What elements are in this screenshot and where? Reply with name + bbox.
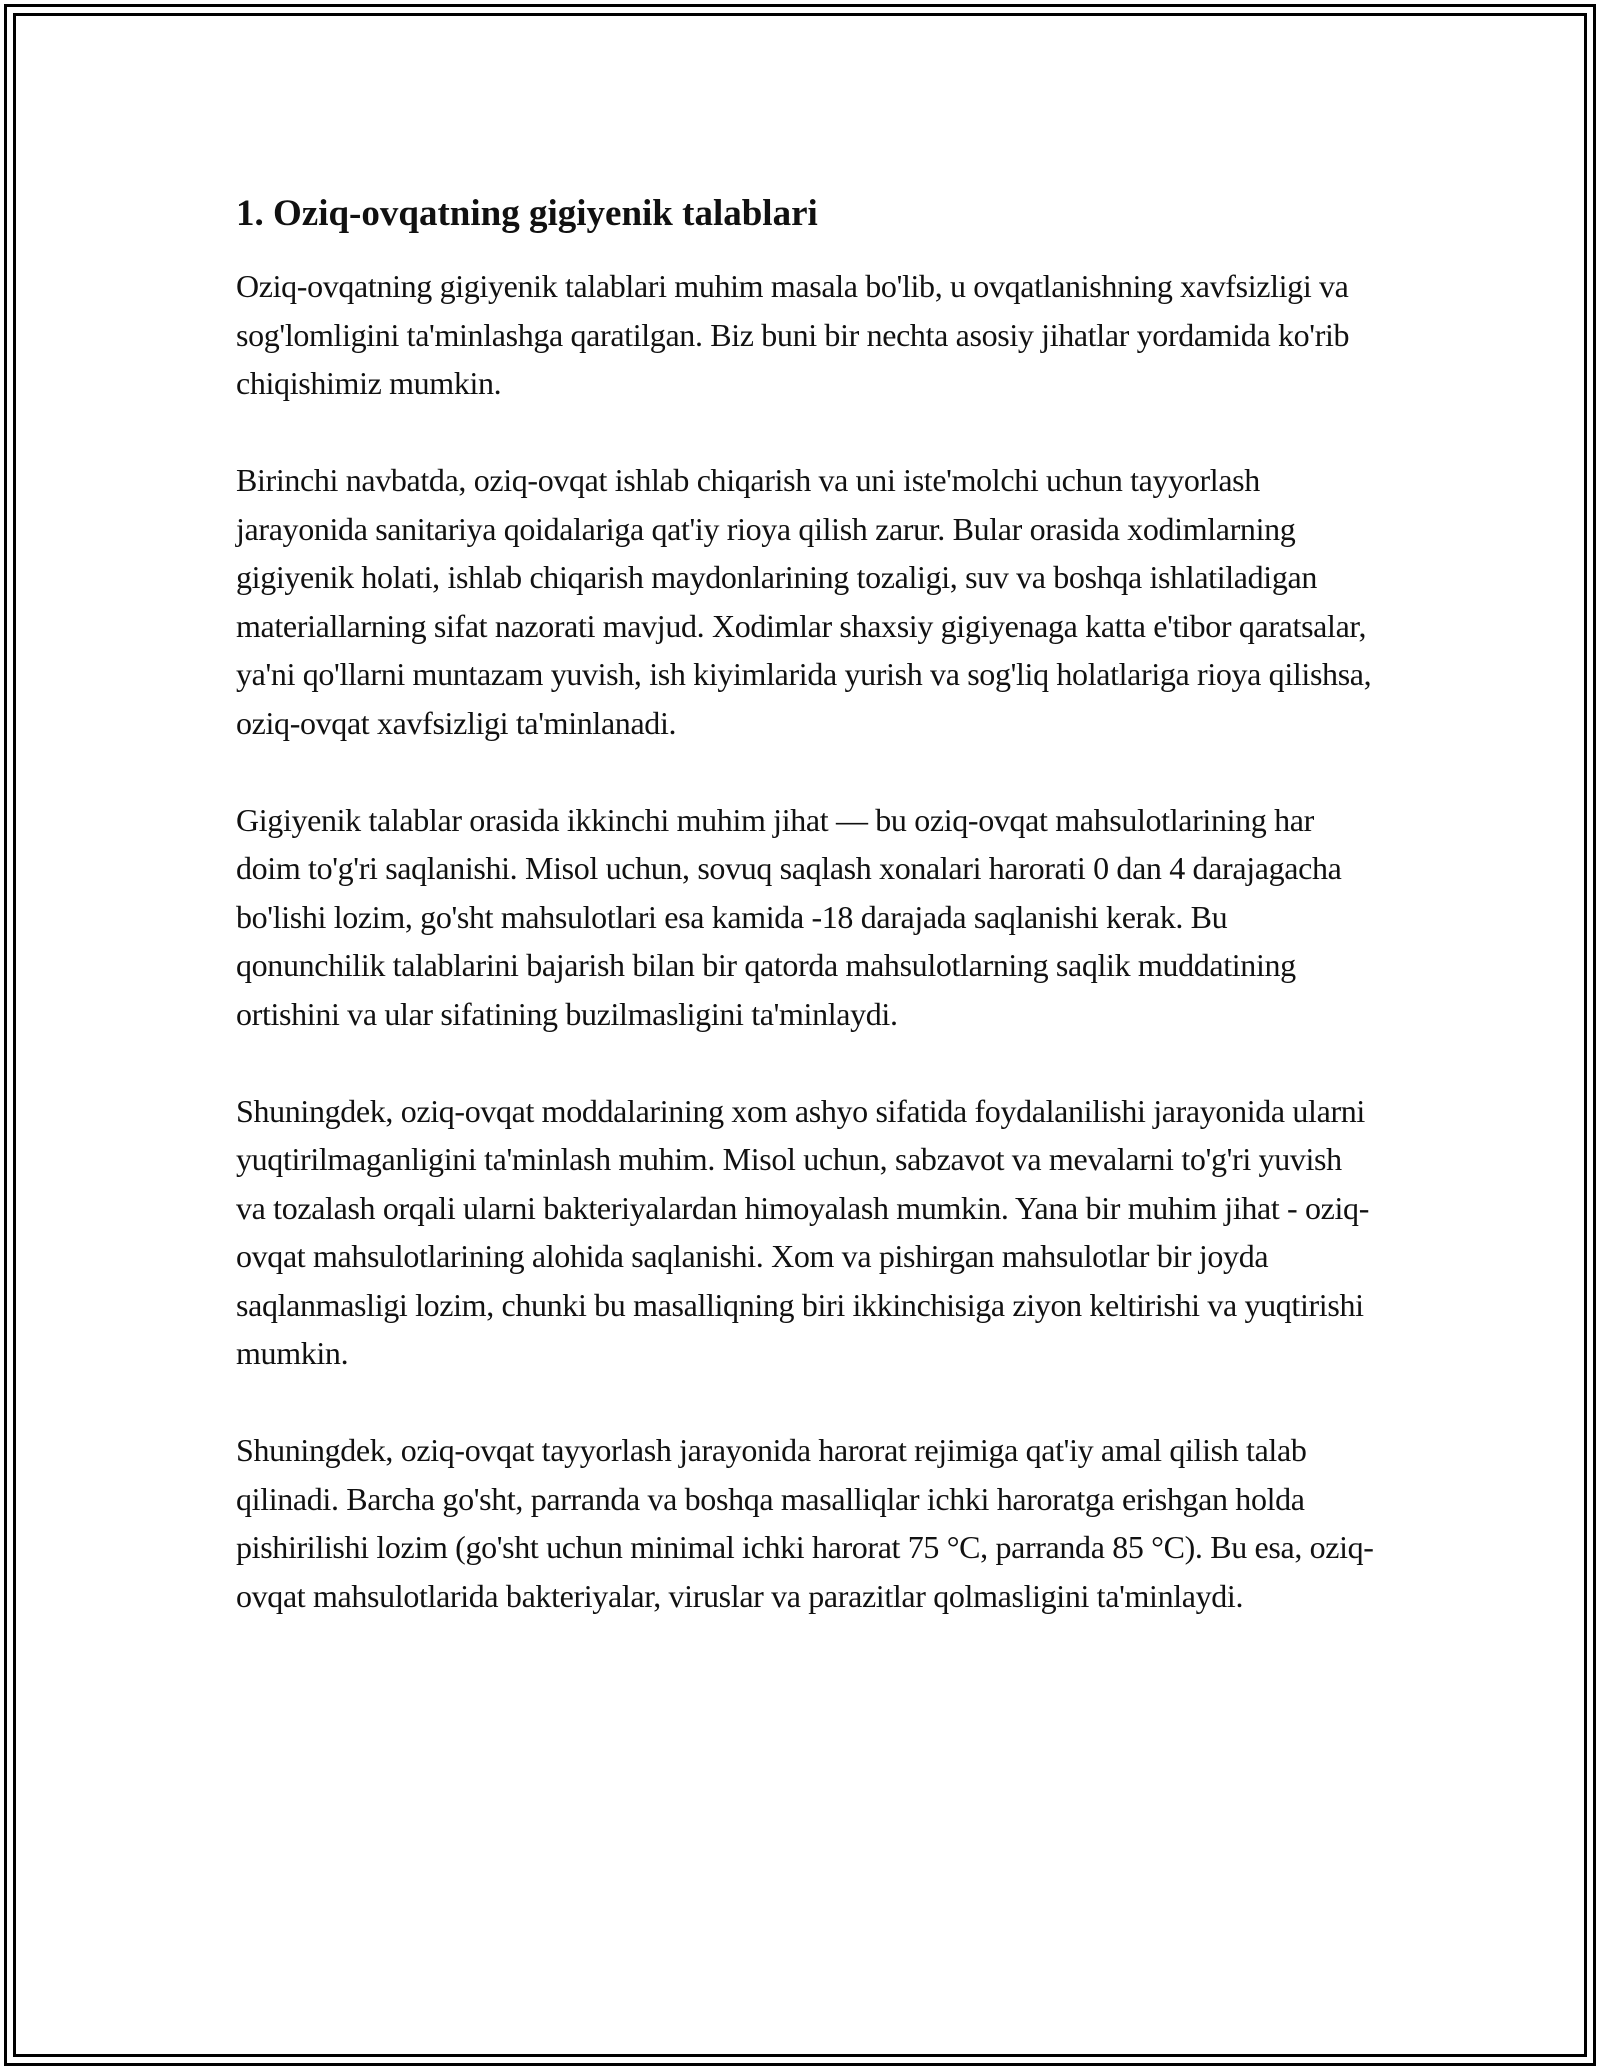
paragraph-1: Oziq-ovqatning gigiyenik talablari muhim masala bo'lib, u ovqatlanishning xavfsizligi va sog'lomligini ta'minlashga qaratilgan. Biz buni bir nechta asosiy jihatlar yordamida ko'rib chiqishimiz mumkin. [236, 268, 1350, 401]
paragraph-4: Shuningdek, oziq-ovqat moddalarining xom ashyo sifatida foydalanilishi jarayonida ularni yuqtirilmaganligini ta'minlash muhim. Misol uchun, sabzavot va mevalarni to'g'ri yuvish va tozalash orqali ularni bakteriyalardan himoyalash mumkin. Yana bir muhim jihat - oziq-ovqat mahsulotlarining alohida saqlanishi. Xom va pishirgan mahsulotlar bir joyda saqlanmasligi lozim, chunki bu masalliqning biri ikkinchisiga ziyon keltirishi va yuqtirishi mumkin. [236, 1092, 1370, 1371]
paragraph-3: Gigiyenik talablar orasida ikkinchi muhim jihat — bu oziq-ovqat mahsulotlarining har doim to'g'ri saqlanishi. Misol uchun, sovuq saqlash xonalari harorati 0 dan 4 darajagacha bo'lishi lozim, go'sht mahsulotlari esa kamida -18 darajada saqlanishi kerak. Bu qonunchilik talablarini bajarish bilan bir qatorda mahsulotlarning saqlik muddatining ortishini va ular sifatining buzilmasligini ta'minlaydi. [236, 801, 1342, 1032]
paragraph-5: Shuningdek, oziq-ovqat tayyorlash jarayonida harorat rejimiga qat'iy amal qilish talab qilinadi. Barcha go'sht, parranda va boshqa masalliqlar ichki haroratga erishgan holda pishirilishi lozim (go'sht uchun minimal ichki harorat 75 °C, parranda 85 °C). Bu esa, oziq-ovqat mahsulotlarida bakteriyalar, viruslar va parazitlar qolmasligini ta'minlaydi. [236, 1432, 1374, 1614]
paragraph-2: Birinchi navbatda, oziq-ovqat ishlab chiqarish va uni iste'molchi uchun tayyorlash jarayonida sanitariya qoidalariga qat'iy rioya qilish zarur. Bular orasida xodimlarning gigiyenik holati, ishlab chiqarish maydonlarining tozaligi, suv va boshqa ishlatiladigan materiallarning sifat nazorati mavjud. Xodimlar shaxsiy gigiyenaga katta e'tibor qaratsalar, ya'ni qo'llarni muntazam yuvish, ish kiyimlarida yurish va sog'liq holatlariga rioya qilishsa, oziq-ovqat xavfsizligi ta'minlanadi. [236, 462, 1372, 741]
document-body [236, 188, 1376, 1669]
section-title: 1. Oziq-ovqatning gigiyenik talablari [236, 193, 818, 234]
